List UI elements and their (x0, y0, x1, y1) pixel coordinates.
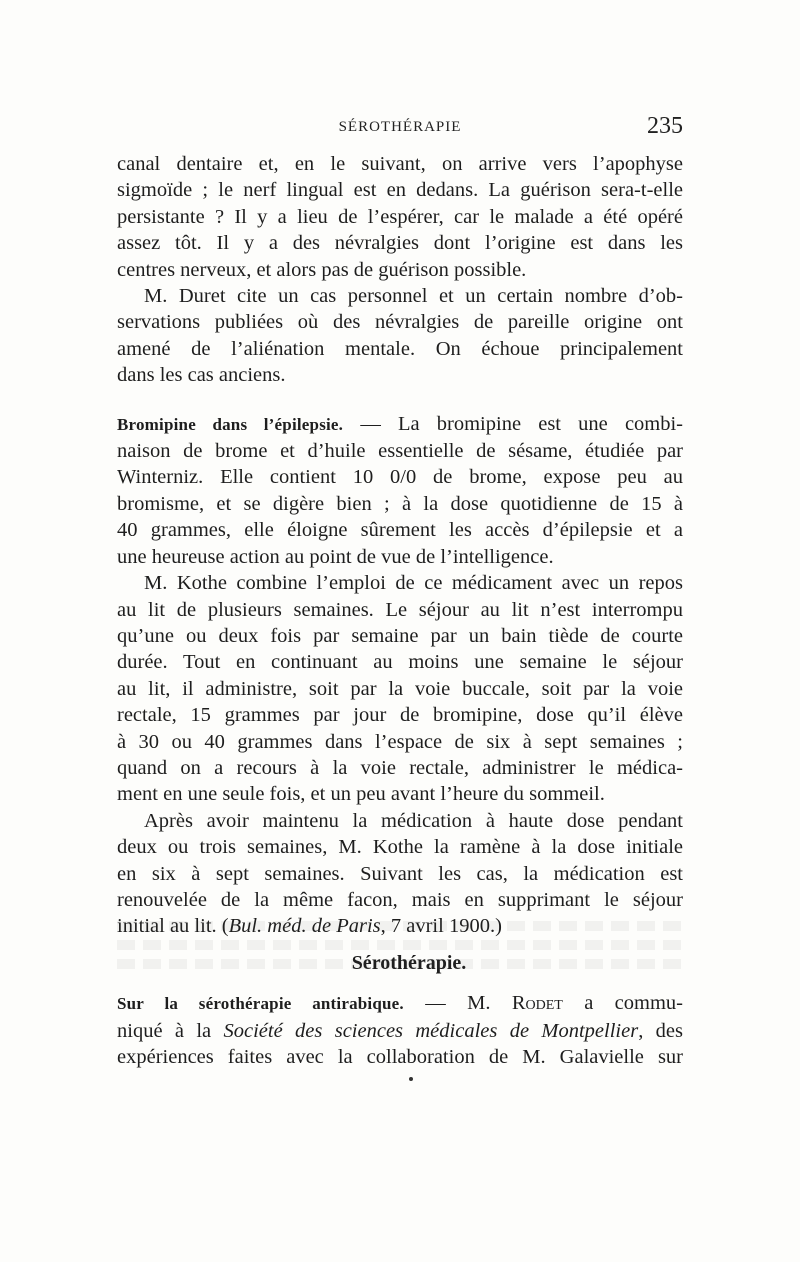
text-line: au lit, il administre, soit par la voie buccale, soit par la voie (117, 677, 683, 700)
text-line (117, 913, 683, 939)
text-line: durée. Tout en continuant au moins une semaine le séjour (117, 651, 683, 674)
article-heading-antirabique: Sur la sérothérapie antirabique. (117, 994, 404, 1014)
text-line: servations publiées où des névralgies de pareille origine ont (117, 311, 683, 334)
text-line: amené de l’aliénation mentale. On échoue principalement (117, 337, 683, 360)
text-run: a commu- (562, 992, 683, 1015)
running-title: SÉROTHÉRAPIE (338, 119, 462, 135)
page-header (117, 113, 683, 143)
spacer (117, 389, 683, 411)
text-line (117, 411, 683, 438)
paragraph-kothe-followup (117, 808, 683, 940)
page-number: 235 (647, 113, 683, 139)
text-line: au lit de plusieurs semaines. Le séjour au lit n’est interrompu (117, 598, 683, 621)
article-heading-bromipine: Bromipine dans l’épilepsie. (117, 414, 344, 434)
text-line: M. Kothe combine l’emploi de ce médicament avec un repos (144, 572, 683, 595)
text-line: quand on a recours à la voie rectale, administrer le médica- (117, 756, 683, 779)
text-line: deux ou trois semaines, M. Kothe la ramène à la dose initiale (117, 836, 683, 859)
text-line: bromisme, et se digère bien ; à la dose quotidienne de 15 à (117, 492, 683, 515)
text-line: naison de brome et d’huile essentielle de sésame, étudiée par (117, 440, 683, 463)
text-line: expériences faites avec la collaboration de M. Galavielle sur (117, 1046, 683, 1068)
text-line: dans les cas anciens. (117, 364, 286, 387)
text-line: sigmoïde ; le nerf lingual est en dedans. La guérison sera-t-elle (117, 179, 683, 202)
text-line: renouvelée de la même facon, mais en supprimant le séjour (117, 888, 683, 911)
society-name: Société des sciences médicales de Montpellier (223, 1019, 639, 1042)
paragraph-kothe-method (117, 570, 683, 808)
text-line (117, 1018, 683, 1044)
text-run: niqué à la (117, 1019, 224, 1042)
paragraph-duret (117, 283, 683, 389)
text-line (117, 990, 683, 1017)
paragraph-antirabique (117, 990, 683, 1070)
text-line: Winterniz. Elle contient 10 0/0 de brome, expose peu au (117, 466, 683, 489)
text-line: Après avoir maintenu la médication à haute dose pendant (144, 809, 683, 832)
text-line: 40 grammes, elle éloigne sûrement les accès d’épilepsie et a (117, 519, 683, 542)
paragraph-bromipine (117, 411, 683, 570)
text-run: , des (638, 1019, 683, 1042)
text-line: qu’une ou deux fois par semaine par un bain tiède de courte (117, 624, 683, 647)
paragraph-neuralgia-case (117, 151, 683, 283)
text-line: en six à sept semaines. Suivant les cas, la médication est (117, 862, 683, 885)
text-line: à 30 ou 40 grammes dans l’espace de six à sept semaines ; (117, 730, 683, 753)
text-line: centres nerveux, et alors pas de guérison possible. (117, 258, 527, 281)
citation-journal: Bul. méd. de Paris (228, 915, 381, 938)
text-line: rectale, 15 grammes par jour de bromipine, dose qu’il élève (117, 704, 683, 727)
text-line: une heureuse action au point de vue de l’intelligence. (117, 545, 554, 568)
citation-date: , 7 avril 1900.) (380, 915, 502, 938)
text-line: ment en une seule fois, et un peu avant l’heure du sommeil. (117, 783, 605, 806)
text-line: M. Duret cite un cas personnel et un certain nombre d’ob- (144, 285, 683, 308)
text-run: — M. (403, 992, 512, 1015)
text-line: canal dentaire et, en le suivant, on arrive vers l’apophyse (117, 153, 683, 175)
body-text (117, 151, 683, 1070)
text-line: assez tôt. Il y a des névralgies dont l’origine est dans les (117, 232, 683, 255)
text-run: initial au lit. ( (117, 915, 229, 938)
ink-speck (409, 1077, 413, 1081)
text-line: persistante ? Il y a lieu de l’espérer, car le malade a été opéré (117, 205, 683, 228)
section-title: Sérothérapie. (351, 951, 467, 974)
text-run: — La bromipine est une combi- (343, 412, 683, 435)
author-name: Rodet (511, 992, 563, 1015)
